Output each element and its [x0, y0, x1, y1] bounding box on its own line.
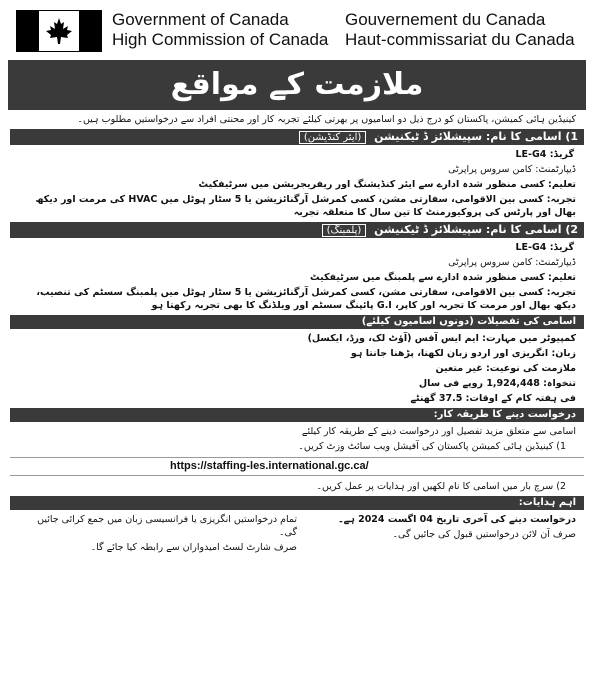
note-shortlist: صرف شارٹ لسٹ امیدواران سے رابطہ کیا جائے گا۔ [90, 542, 297, 553]
notes-col-left [18, 512, 297, 555]
position1-education: تعلیم: کسی منظور شدہ ادارے سے ایئر کنڈیشنگ اور ریفریجریشن میں سرٹیفکیٹ [198, 179, 576, 190]
maple-leaf-icon [39, 11, 79, 51]
details-heading-note: (دونوں اسامیوں کیلئے) [361, 316, 474, 327]
position2-heading [10, 222, 584, 238]
grade-label: گریڈ: [549, 149, 574, 160]
note-language: تمام درخواستیں انگریزی یا فرانسیسی زبان میں جمع کرائی جائیں گی۔ [37, 514, 297, 538]
details-salary: تنخواہ: 1,924,448 روپے فی سال [418, 378, 576, 389]
grade-label: گریڈ: [549, 242, 574, 253]
position1-department: ڈیپارٹمنٹ: کامن سروس پراپرٹی [448, 164, 576, 175]
apply-step1: 1) کینیڈین ہائی کمیشن پاکستان کی آفیشل ویب سائٹ وزٹ کریں۔ [298, 441, 566, 452]
position1-grade [10, 147, 584, 162]
commission-fr-line: Haut-commissariat du Canada [345, 30, 575, 49]
title-banner: ملازمت کے مواقع [8, 60, 586, 110]
government-name-en [112, 10, 328, 50]
position1-heading [10, 129, 584, 145]
apply-step2: 2) سرچ بار میں اسامی کا نام لکھیں اور ہدایات پر عمل کریں۔ [316, 481, 566, 492]
position1-tag: (ایئر کنڈیشن) [299, 131, 366, 144]
position2-department: ڈیپارٹمنٹ: کامن سروس پراپرٹی [448, 257, 576, 268]
apply-intro: اسامی سے متعلق مزید تفصیل اور درخواست دینے کے طریقہ کار کیلئے [301, 426, 576, 437]
position1-experience: تجربہ: کسی بین الاقوامی، سفارتی مشن، کسی کمرشل آرگنائزیشن یا 5 سٹار ہوٹل میں HVAC کی مرمت اور دیکھ بھال اور پارٹس کی پروکیورمنٹ کا تین سال کا متعلقہ تجربہ [35, 194, 576, 218]
grade-value: LE-G4 [515, 149, 547, 160]
position2-experience: تجربہ: کسی بین الاقوامی، سفارتی مشن، کسی کمرشل آرگنائزیشن یا 5 سٹار ہوٹل میں پلمبنگ سسٹم کی تنصیب، دیکھ بھال اور مرمت کا تجربہ اور کاپر، G.I پائپنگ سسٹم اور ویلڈنگ کا بھی تجربہ رکھتا ہو [36, 287, 576, 311]
flag-bar-right [79, 11, 101, 51]
government-name-fr [345, 10, 575, 50]
position2-title: 2) اسامی کا نام: سپیشلائز ڈ ٹیکنیشن [374, 223, 578, 236]
intro-text: کینیڈین ہائی کمیشن، پاکستان کو درج ذیل دو اسامیوں پر بھرتی کیلئے تجربہ کار اور محنتی افراد سے درخواستیں مطلوب ہیں۔ [77, 114, 576, 125]
commission-en-line: High Commission of Canada [112, 30, 329, 49]
details-hours: فی ہفتہ کام کے اوقات: 37.5 گھنٹے [410, 393, 576, 404]
apply-heading: درخواست دینے کا طریقہ کار: [10, 408, 584, 422]
notes-col-right [297, 512, 576, 555]
ad-content [10, 112, 584, 555]
details-computer: کمپیوٹر میں مہارت: ایم ایس آفس (آؤٹ لک، ورڈ، ایکسل) [307, 333, 576, 344]
flag-bar-left [17, 11, 39, 51]
details-job-type: ملازمت کی نوعیت: غیر متعین [435, 363, 576, 374]
header [10, 4, 584, 56]
notes-list [10, 512, 584, 555]
details-language: زبان: انگریزی اور اردو زبان لکھنا، پڑھنا جانتا ہو [350, 348, 576, 359]
gov-en-line: Government of Canada [112, 10, 289, 29]
note-online-only: صرف آن لائن درخواستیں قبول کی جائیں گی۔ [392, 529, 576, 540]
position2-grade [10, 240, 584, 255]
application-url-link[interactable]: https://staffing-les.international.gc.ca/ [10, 457, 584, 476]
note-deadline: درخواست دینے کی آخری تاریخ 04 اگست 2024 ہے۔ [338, 514, 576, 525]
position2-tag: (پلمبنگ) [322, 224, 367, 237]
position2-education: تعلیم: کسی منظور شدہ ادارے سے پلمبنگ میں سرٹیفکیٹ [310, 272, 576, 283]
position1-title: 1) اسامی کا نام: سپیشلائز ڈ ٹیکنیشن [374, 130, 578, 143]
canada-flag [16, 10, 102, 52]
details-heading-text: اسامی کی تفصیلات [477, 316, 576, 327]
notes-heading: اہم ہدایات: [10, 496, 584, 510]
grade-value: LE-G4 [515, 242, 547, 253]
details-heading [10, 315, 584, 329]
gov-fr-line: Gouvernement du Canada [345, 10, 546, 29]
